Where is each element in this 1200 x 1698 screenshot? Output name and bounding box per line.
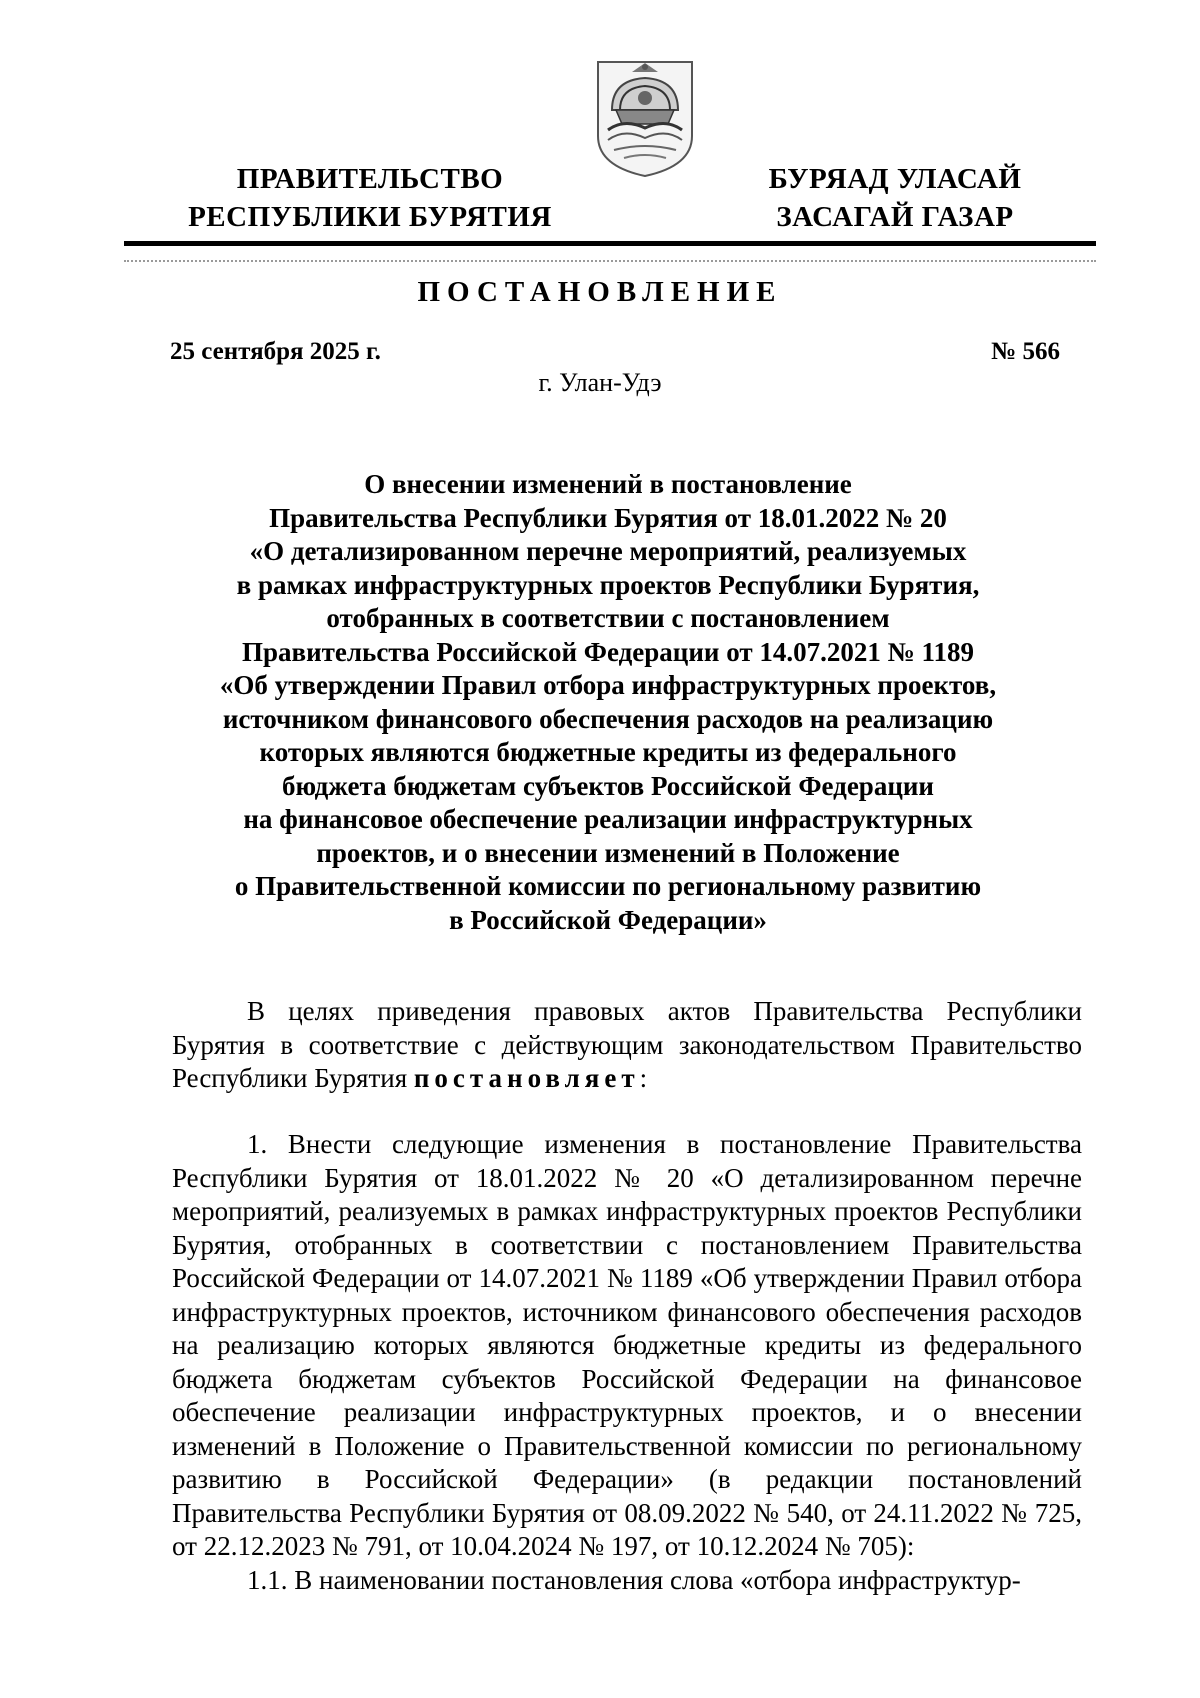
title-line: отобранных в соответствии с постановлением	[326, 603, 890, 633]
government-name-russian	[185, 160, 555, 236]
document-title	[190, 468, 1026, 937]
item-1-paragraph: 1. Внести следующие изменения в постановление Правительства Республики Бурятия от 18.01.2022 № 20 «О детализированном перечне мероприятий, реализуемых в рамках инфраструктурных проектов Республики Бурятия, отобранных в соответствии с постановлением Правительства Российской Федерации от 14.07.2021 № 1189 «Об утверждении Правил отбора инфраструктурных проектов, источником финансового обеспечения расходов на реализацию которых являются бюджетные кредиты из федерального бюджета бюджетам субъектов Российской Федерации на финансовое обеспечение реализации инфраструктурных проектов, и о внесении изменений в Положение о Правительственной комиссии по региональному развитию в Российской Федерации» (в редакции постановлений Правительства Республики Бурятия от 08.09.2022 № 540, от 24.11.2022 № 725, от 22.12.2023 № 791, от 10.04.2024 № 197, от 10.12.2024 № 705):	[172, 1129, 1082, 1561]
title-line: в Российской Федерации»	[449, 904, 767, 935]
title-line: «Об утверждении Правил отбора инфраструктурных проектов,	[219, 670, 997, 700]
header-divider-thick	[124, 241, 1096, 246]
title-line: Правительства Российской Федерации от 14.07.2021 № 1189	[242, 636, 974, 667]
coat-of-arms-icon	[594, 58, 696, 178]
header-left-line1: ПРАВИТЕЛЬСТВО	[236, 163, 504, 195]
title-line: которых являются бюджетные кредиты из федерального	[259, 737, 957, 767]
title-line: на финансовое обеспечение реализации инфраструктурных	[243, 804, 973, 834]
title-line: проектов, и о внесении изменений в Положение	[316, 837, 900, 868]
header-left-line2: РЕСПУБЛИКИ БУРЯТИЯ	[188, 201, 552, 233]
title-line: О внесении изменений в постановление	[364, 469, 852, 499]
title-line: «О детализированном перечне мероприятий, реализуемых	[249, 536, 967, 566]
title-line: Правительства Республики Бурятия от 18.01.2022 № 20	[269, 502, 947, 533]
preamble-text: В целях приведения правовых актов Правительства Республики Бурятия в соответствие с действующим законодательством Правительство Республики Бурятия	[172, 996, 1082, 1093]
body-items	[172, 1128, 1082, 1597]
title-line: в рамках инфраструктурных проектов Республики Бурятия,	[236, 569, 980, 600]
document-type: ПОСТАНОВЛЕНИЕ	[417, 276, 783, 308]
title-line: источником финансового обеспечения расходов на реализацию	[222, 703, 994, 734]
header-right-line1: БУРЯАД УЛАСАЙ	[768, 163, 1022, 195]
document-number: № 566	[991, 338, 1060, 365]
header-divider-thin	[124, 260, 1096, 262]
decree-word: постановляет	[413, 1063, 640, 1093]
government-name-buryat	[745, 160, 1045, 236]
title-line: о Правительственной комиссии по региональному развитию	[234, 871, 982, 901]
document-city: г. Улан-Удэ	[538, 368, 662, 397]
title-line: бюджета бюджетам субъектов Российской Федерации	[282, 770, 934, 801]
preamble-end: :	[639, 1063, 648, 1093]
document-date: 25 сентября 2025 г.	[170, 338, 381, 365]
item-1-1-paragraph: 1.1. В наименовании постановления слова «отбора инфраструктур-	[247, 1564, 1021, 1595]
header-right-line2: ЗАСАГАЙ ГАЗАР	[776, 201, 1014, 233]
preamble-paragraph	[172, 995, 1082, 1096]
